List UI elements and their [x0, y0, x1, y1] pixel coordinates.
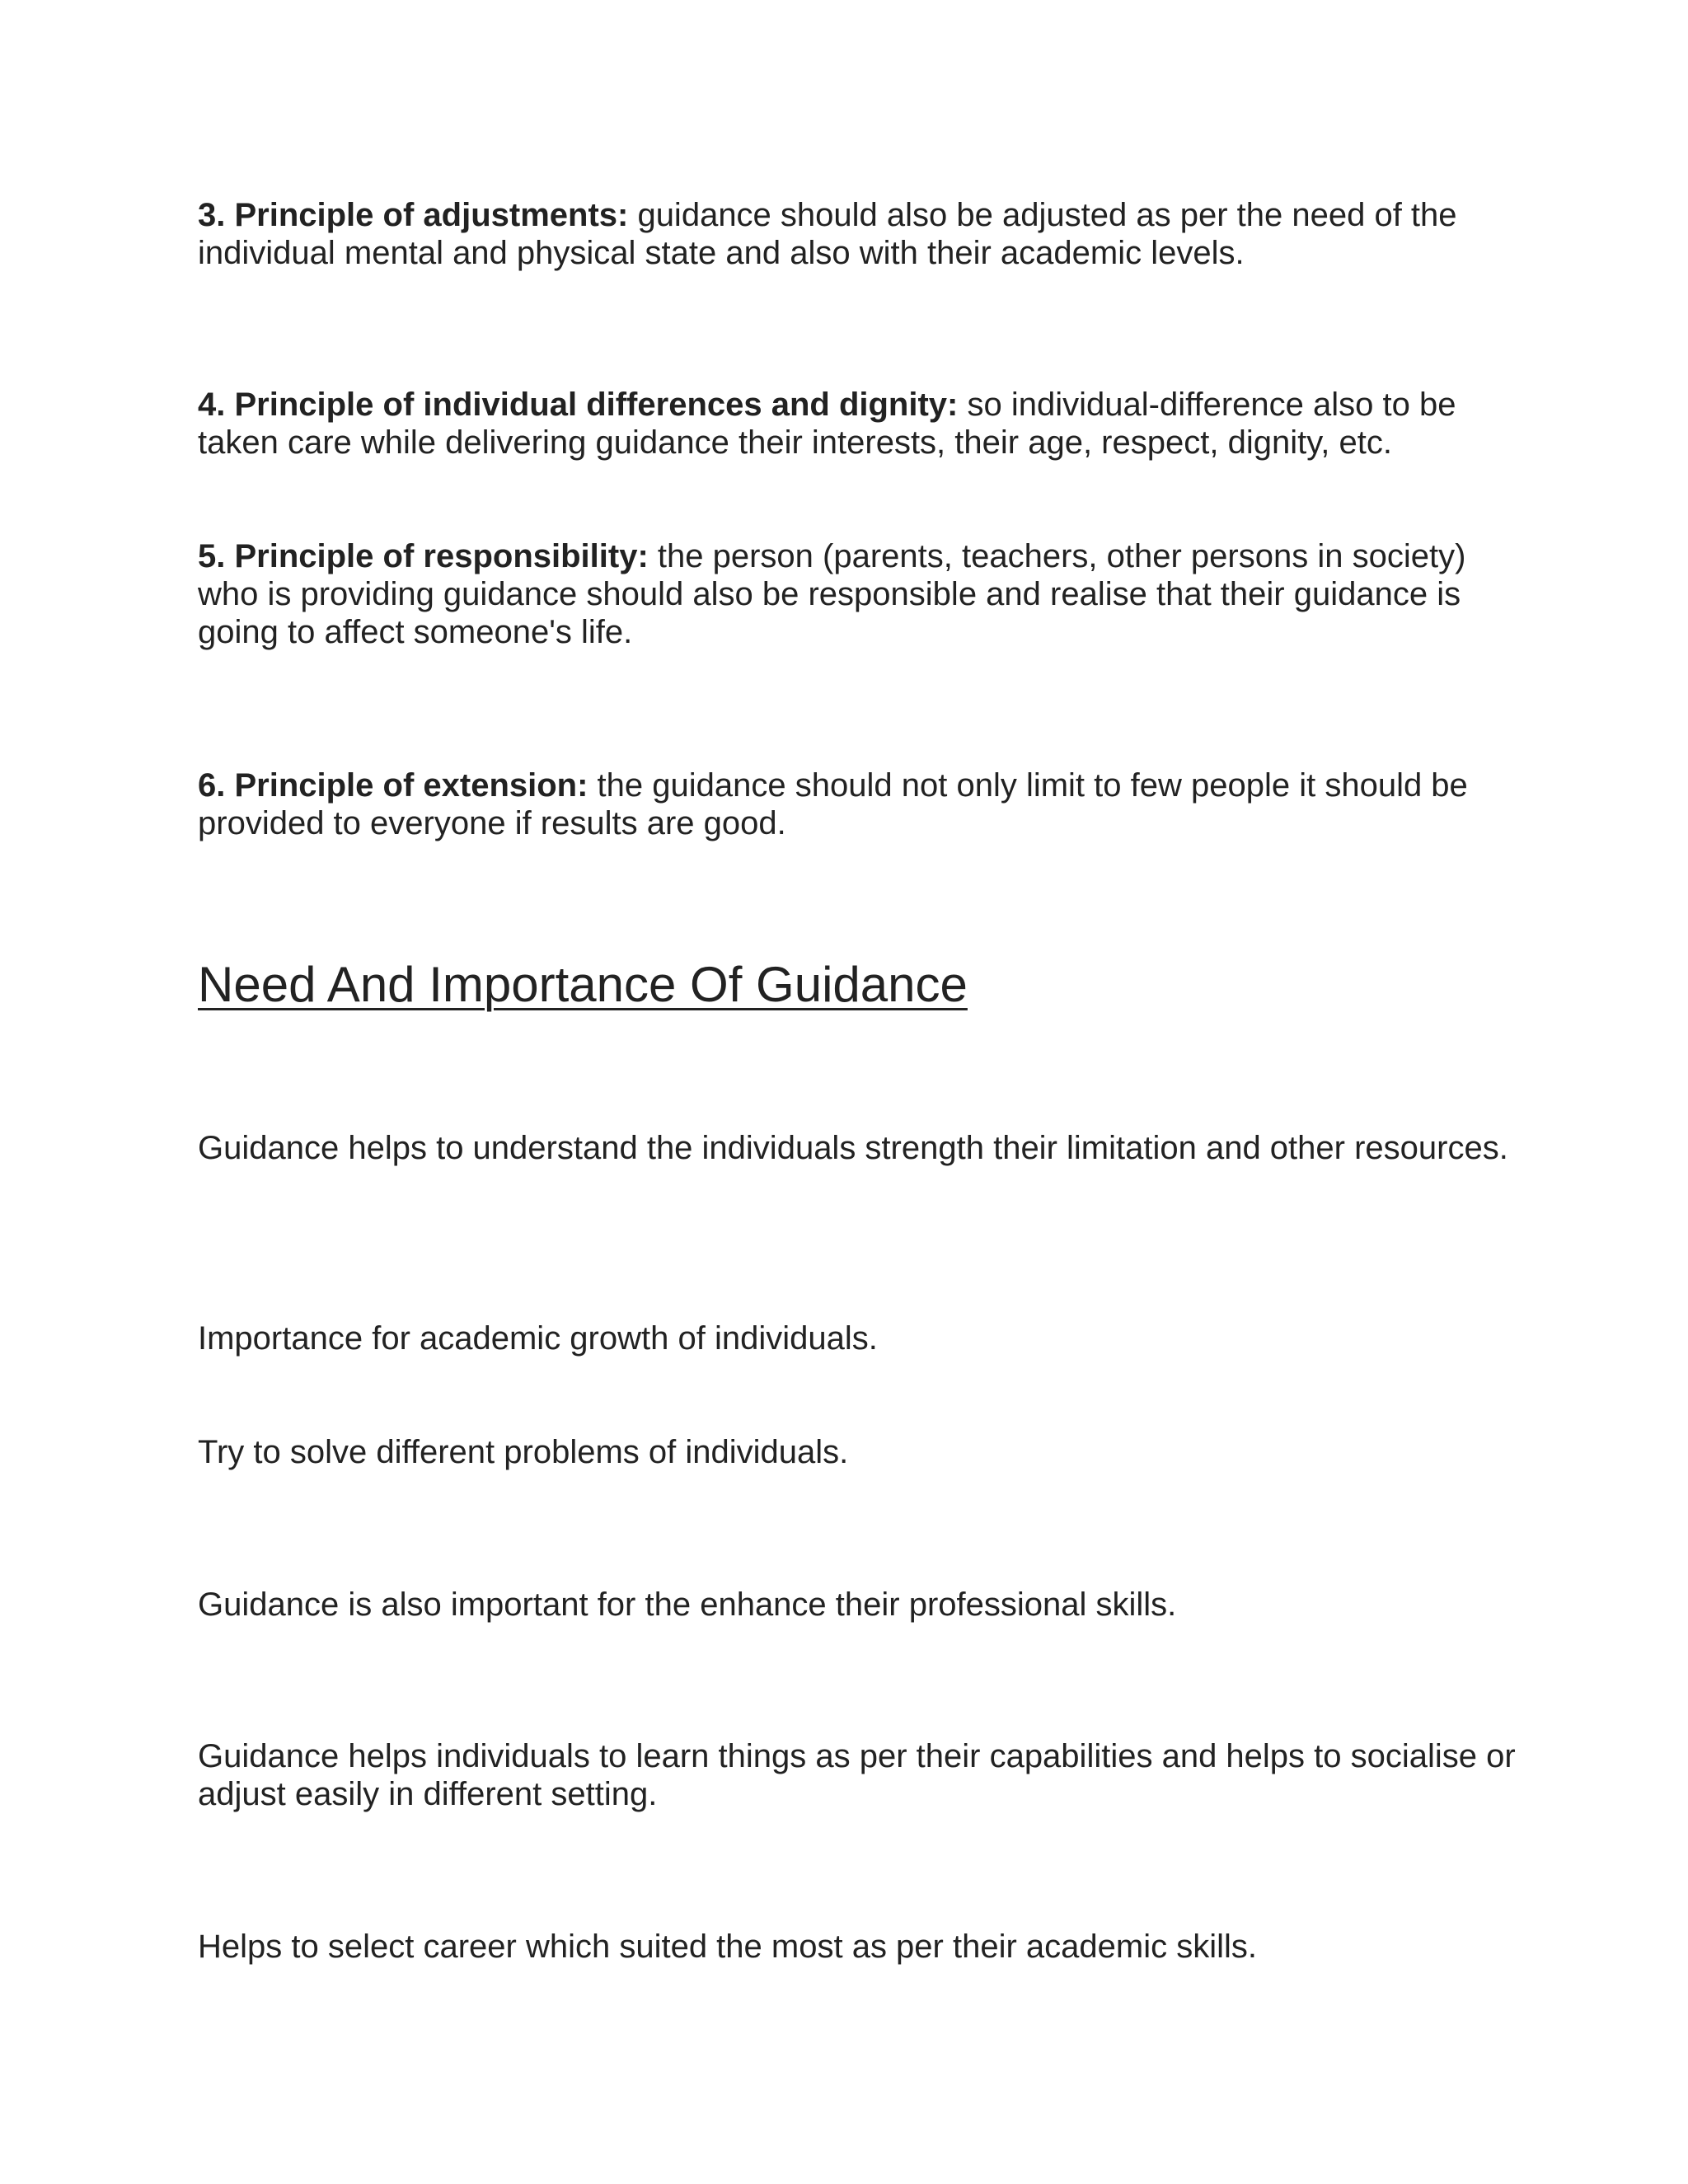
principle-responsibility-text: the person (parents, teachers, other persons in society) who is providing guidance should also be responsible and realise that their guidance is going to affect someone's life. [198, 538, 1466, 650]
point-professional-skills: Guidance is also important for the enhance their professional skills. [198, 1586, 1177, 1623]
principle-extension-title: 6. Principle of extension: [198, 767, 588, 804]
principle-adjustments [198, 196, 1517, 272]
principle-responsibility-title: 5. Principle of responsibility: [198, 538, 649, 574]
principle-extension [198, 766, 1517, 842]
principle-adjustments-text: guidance should also be adjusted as per the need of the individual mental and physical state and also with their academic levels. [198, 197, 1457, 271]
point-select-career: Helps to select career which suited the most as per their academic skills. [198, 1929, 1257, 1965]
principle-extension-text: the guidance should not only limit to few people it should be provided to everyone if results are good. [198, 767, 1468, 841]
point-academic-growth: Importance for academic growth of individuals. [198, 1320, 878, 1357]
principle-responsibility [198, 537, 1517, 651]
principle-individual-differences-title: 4. Principle of individual differences and dignity: [198, 387, 959, 423]
point-understand-strength: Guidance helps to understand the individuals strength their limitation and other resources. [198, 1130, 1508, 1166]
point-solve-problems: Try to solve different problems of individuals. [198, 1434, 849, 1470]
point-learn-capabilities: Guidance helps individuals to learn things as per their capabilities and helps to socialise or adjust easily in different setting. [198, 1738, 1516, 1812]
section-heading: Need And Importance Of Guidance [198, 957, 968, 1012]
principle-adjustments-title: 3. Principle of adjustments: [198, 197, 629, 233]
principle-individual-differences-text: so individual-difference also to be taken care while delivering guidance their interests, their age, respect, dignity, etc. [198, 387, 1456, 461]
principle-individual-differences [198, 386, 1517, 462]
